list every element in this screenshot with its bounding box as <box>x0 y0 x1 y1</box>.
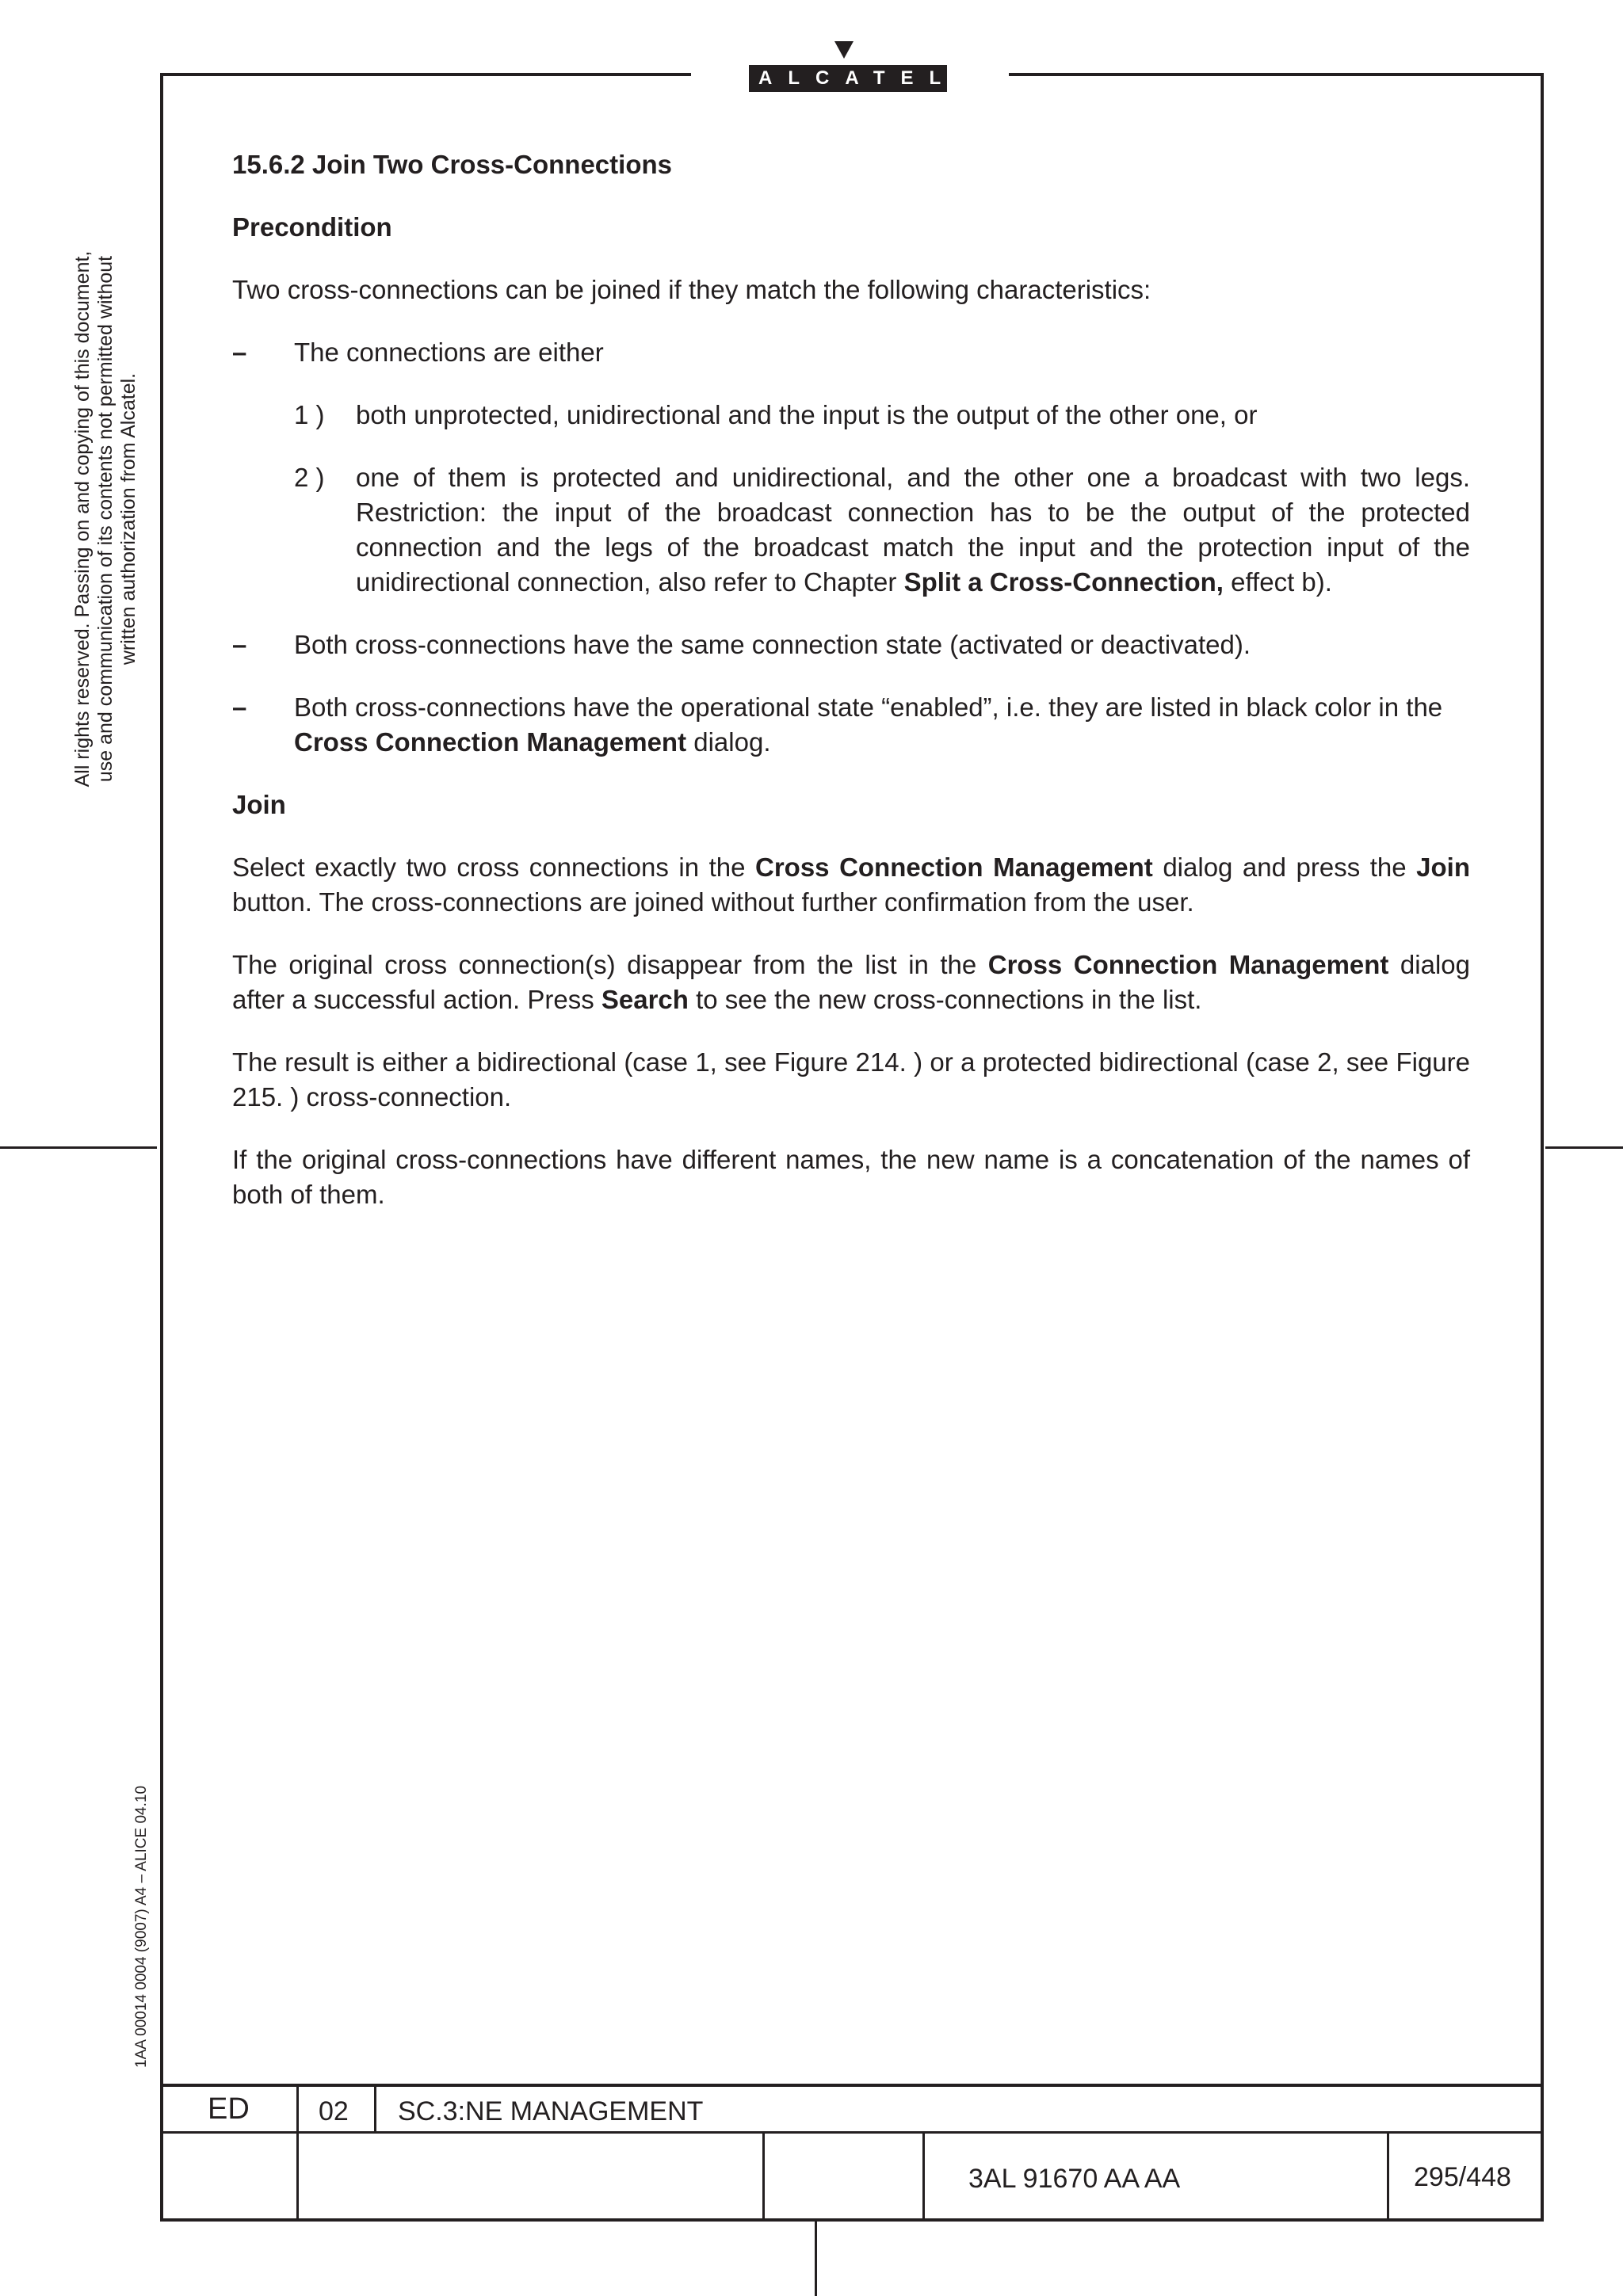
frame-left <box>160 73 163 2222</box>
intro-paragraph: Two cross-connections can be joined if they match the following characteristics: <box>232 275 1151 304</box>
footer-divider-3 <box>762 2131 765 2222</box>
footer-divider-1 <box>296 2084 299 2222</box>
item-number: 2 ) <box>294 463 325 492</box>
form-code: 1AA 00014 0004 (9007) A4 – ALICE 04.10 <box>133 1785 150 2068</box>
bullet-connections <box>232 335 1470 370</box>
bullet-text: Both cross-connections have the operational state “enabled”, i.e. they are listed in black color in the <box>294 692 1443 722</box>
bullet-dash: – <box>232 630 247 659</box>
bullet-text: Both cross-connections have the same connection state (activated or deactivated). <box>294 630 1251 659</box>
text-run: button. The cross-connections are joined without further confirmation from the user. <box>232 887 1194 917</box>
text-run: to see the new cross-connections in the list. <box>688 985 1202 1014</box>
footer-ed-value: 02 <box>319 2096 349 2126</box>
join-paragraph-1 <box>232 850 1470 920</box>
dialog-name: Cross Connection Management <box>294 727 687 757</box>
bullet-operational-state <box>232 690 1470 760</box>
text-run: The original cross connection(s) disappear from the list in the <box>232 950 988 979</box>
join-paragraph-2 <box>232 948 1470 1017</box>
copyright-notice: All rights reserved. Passing on and copying of this document, use and communication of its contents not permitted without written authorization from Alcatel. <box>71 250 139 788</box>
text-run: Select exactly two cross connections in the <box>232 852 755 882</box>
alcatel-logo <box>749 38 957 95</box>
footer-divider-2 <box>374 2084 376 2133</box>
button-name: Search <box>601 985 689 1014</box>
footer-chapter: SC.3:NE MANAGEMENT <box>398 2096 704 2126</box>
text-run: dialog and press the <box>1152 852 1417 882</box>
top-border-left <box>160 73 691 76</box>
footer-ed-label: ED <box>208 2092 250 2126</box>
text-run: dialog after a successful action. Press <box>232 950 1470 1014</box>
footer-top-rule <box>160 2084 1544 2087</box>
numbered-item-2 <box>232 460 1470 600</box>
top-border-right <box>1009 73 1543 76</box>
join-paragraph-4: If the original cross-connections have different names, the new name is a concatenation of the names of both of them. <box>232 1145 1470 1209</box>
numbered-item-1 <box>232 398 1470 433</box>
join-heading: Join <box>232 790 286 819</box>
main-content <box>232 147 1470 1240</box>
item-number: 1 ) <box>294 400 325 429</box>
dialog-name: Cross Connection Management <box>755 852 1153 882</box>
fold-mark-right <box>1545 1146 1623 1149</box>
button-name: Join <box>1416 852 1470 882</box>
footer-doc-number: 3AL 91670 AA AA <box>968 2164 1181 2194</box>
bullet-dash: – <box>232 338 247 367</box>
bullet-dash: – <box>232 692 247 722</box>
footer-mid-rule <box>160 2131 1544 2134</box>
bullet-text: The connections are either <box>294 338 604 367</box>
bullet-connection-state <box>232 627 1470 662</box>
footer-bottom-rule <box>160 2218 1544 2222</box>
item-text-end: effect b). <box>1223 567 1332 597</box>
frame-right <box>1541 73 1544 2222</box>
item-text: both unprotected, unidirectional and the input is the output of the other one, or <box>356 400 1258 429</box>
footer-divider-5 <box>1387 2131 1389 2222</box>
footer-divider-4 <box>922 2131 925 2222</box>
logo-text: ALCATEL <box>749 65 947 92</box>
dialog-name: Cross Connection Management <box>987 950 1389 979</box>
join-paragraph-3: The result is either a bidirectional (case 1, see Figure 214. ) or a protected bidirectional (case 2, see Figure 215. ) cross-connection. <box>232 1047 1470 1112</box>
fold-mark-left <box>0 1146 157 1149</box>
precondition-heading: Precondition <box>232 212 392 242</box>
section-title: 15.6.2 Join Two Cross-Connections <box>232 150 672 179</box>
bullet-text-end: dialog. <box>686 727 771 757</box>
logo-triangle-icon <box>834 41 854 59</box>
footer-page-number: 295/448 <box>1414 2162 1511 2192</box>
bottom-center-tick <box>815 2222 817 2296</box>
item-text: one of them is protected and unidirectional, and the other one a broadcast with two legs. Restriction: the input of the broadcast connection has to be the output of the protected connection and the legs of the broadcast match the input and the protection input of the unidirectional connection, also refer to Chapter <box>356 463 1470 597</box>
chapter-reference: Split a Cross-Connection, <box>903 567 1224 597</box>
